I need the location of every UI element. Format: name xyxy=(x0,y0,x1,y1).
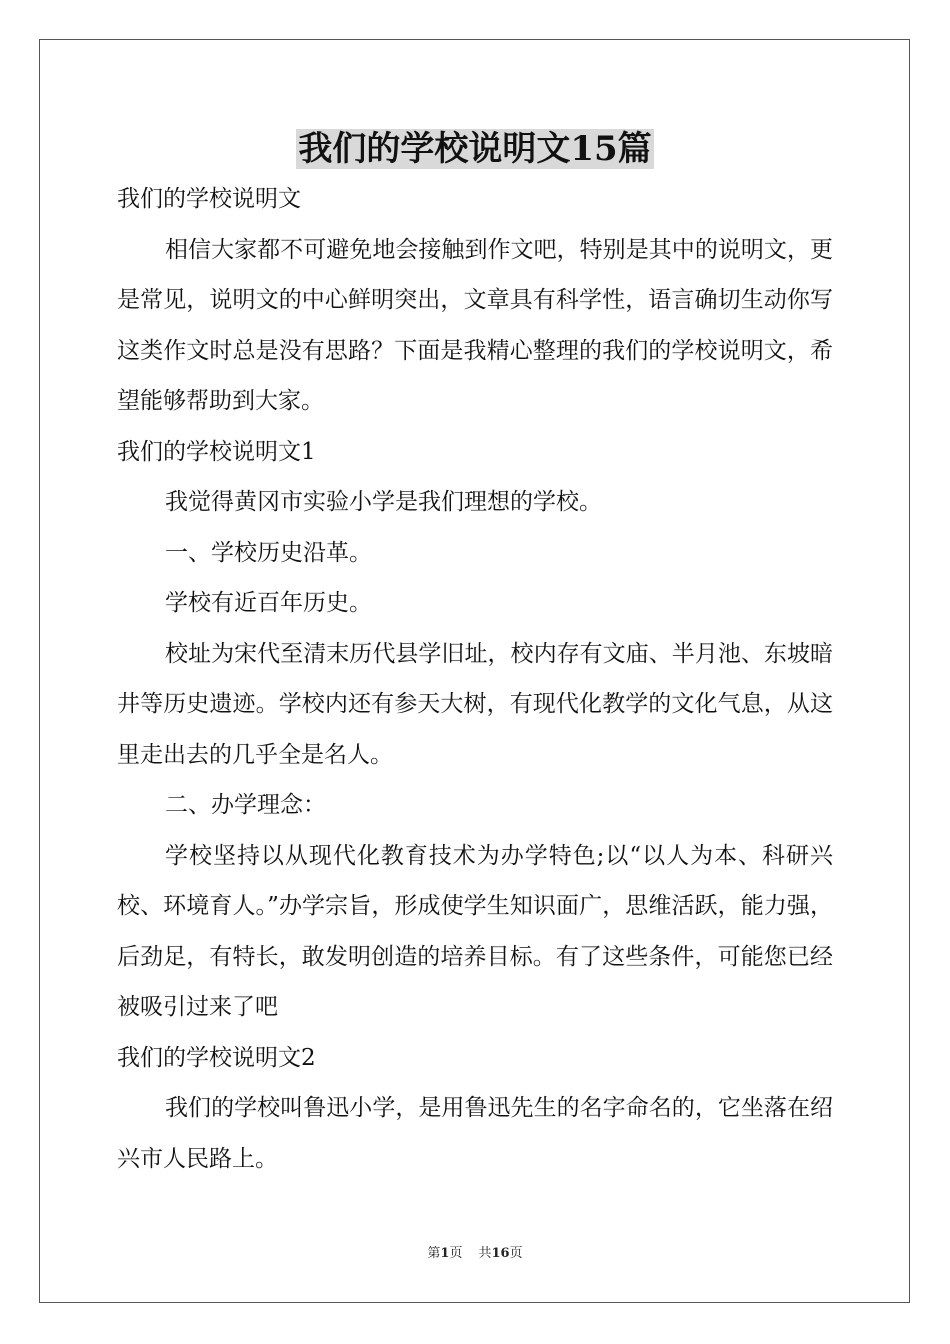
total-prefix: 共 xyxy=(478,1246,492,1261)
page-prefix: 第 xyxy=(427,1246,441,1261)
document-title xyxy=(0,126,950,172)
paragraph: 校址为宋代至清末历代县学旧址，校内存有文庙、半月池、东坡暗井等历史遗迹。学校内还有参天大树，有现代化教学的文化气息，从这里走出去的几乎全是名人。 xyxy=(117,640,833,768)
page-footer xyxy=(0,1245,950,1263)
page-suffix: 页 xyxy=(449,1246,463,1261)
paragraph: 我们的学校说明文 xyxy=(117,186,301,212)
total-pages: 16 xyxy=(491,1246,510,1261)
section-heading: 我们的学校说明文1 xyxy=(117,438,316,465)
paragraph: 二、办学理念： xyxy=(165,792,326,818)
document-title-text: 我们的学校说明文15篇 xyxy=(298,129,652,169)
page-number: 1 xyxy=(440,1246,450,1261)
section-heading: 我们的学校说明文2 xyxy=(117,1044,316,1071)
paragraph: 我觉得黄冈市实验小学是我们理想的学校。 xyxy=(165,489,602,515)
document-body xyxy=(117,174,833,1184)
paragraph: 学校有近百年历史。 xyxy=(165,590,372,616)
paragraph: 我们的学校叫鲁迅小学，是用鲁迅先生的名字命名的，它坐落在绍兴市人民路上。 xyxy=(117,1095,833,1172)
paragraph: 一、学校历史沿革。 xyxy=(165,539,372,566)
paragraph: 相信大家都不可避免地会接触到作文吧，特别是其中的说明文，更是常见，说明文的中心鲜明突出，文章具有科学性，语言确切生动你写这类作文时总是没有思路？下面是我精心整理的我们的学校说明文，希望能够帮助到大家。 xyxy=(117,236,833,414)
paragraph: 学校坚持以从现代化教育技术为办学特色;以“以人为本、科研兴校、环境育人。”办学宗旨，形成使学生知识面广，思维活跃，能力强，后劲足，有特长，敢发明创造的培养目标。有了这些条件，可能您已经被吸引过来了吧 xyxy=(117,842,833,1020)
total-suffix: 页 xyxy=(509,1246,523,1261)
